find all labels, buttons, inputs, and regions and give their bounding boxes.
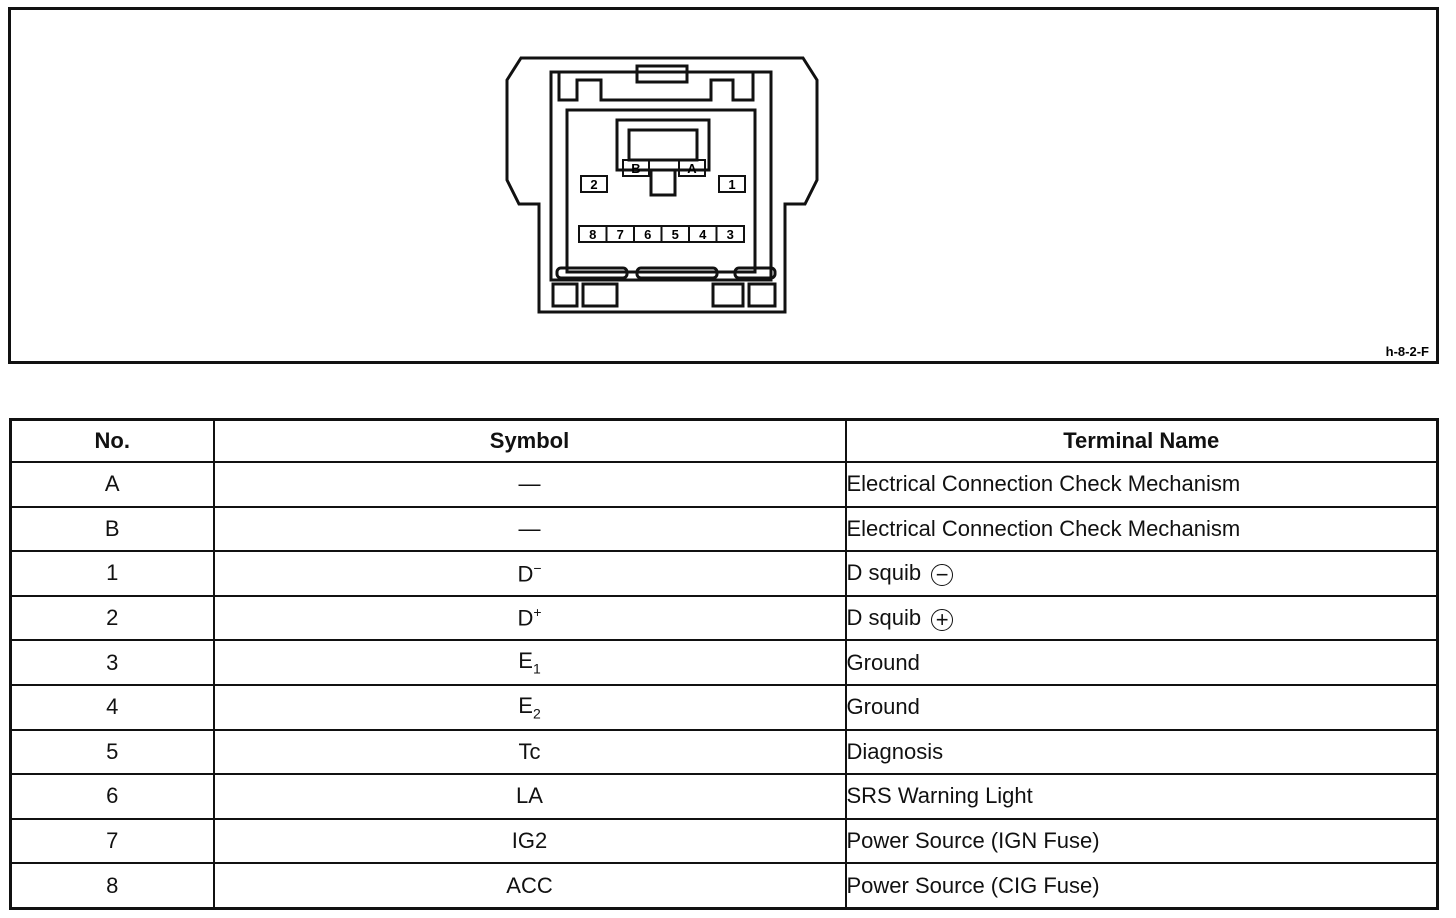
terminal-no-cell: 2 xyxy=(11,596,214,641)
table-row xyxy=(11,685,1438,730)
table-row xyxy=(11,551,1438,596)
symbol-cell xyxy=(214,551,846,596)
terminal-name-cell xyxy=(846,863,1438,908)
pin-label-b: B xyxy=(631,161,641,176)
pin-label-2: 2 xyxy=(590,177,598,192)
symbol-subscript: 2 xyxy=(532,705,541,722)
table-row xyxy=(11,640,1438,685)
terminal-name-cell xyxy=(846,551,1438,596)
pin-label-7: 7 xyxy=(616,227,624,242)
symbol-base: D xyxy=(517,605,534,631)
terminal-no-cell: 3 xyxy=(11,640,214,685)
terminal-name-cell xyxy=(846,685,1438,730)
terminal-table xyxy=(9,418,1439,910)
pin-label-6: 6 xyxy=(644,227,652,242)
table-row xyxy=(11,507,1438,552)
symbol-base: D xyxy=(517,561,534,587)
terminal-name-text: Electrical Connection Check Mechanism xyxy=(846,471,1241,497)
table-row xyxy=(11,596,1438,641)
symbol-cell: — xyxy=(214,462,846,507)
table-row xyxy=(11,819,1438,864)
connector-diagram-panel xyxy=(8,7,1439,364)
symbol-cell: LA xyxy=(214,774,846,819)
terminal-name-cell xyxy=(846,819,1438,864)
terminal-name-cell xyxy=(846,730,1438,775)
table-row xyxy=(11,462,1438,507)
pin-label-8: 8 xyxy=(589,227,597,242)
terminal-name-cell xyxy=(846,640,1438,685)
terminal-name-text: D squib xyxy=(846,605,922,631)
terminal-name-text: Power Source (IGN Fuse) xyxy=(846,828,1100,854)
terminal-name-cell xyxy=(846,462,1438,507)
pin-label-1: 1 xyxy=(728,177,736,192)
symbol-base: E xyxy=(518,648,533,674)
pin-label-a: A xyxy=(687,161,697,176)
table-row xyxy=(11,774,1438,819)
symbol-cell: ACC xyxy=(214,863,846,908)
table-header-row xyxy=(11,420,1438,463)
pin-label-3: 3 xyxy=(726,227,734,242)
pin-label-4: 4 xyxy=(699,227,707,242)
polarity-circle-icon: − xyxy=(931,564,953,586)
terminal-no-cell: A xyxy=(11,462,214,507)
symbol-cell: IG2 xyxy=(214,819,846,864)
terminal-name-text: Ground xyxy=(846,694,920,720)
terminal-no-cell: 8 xyxy=(11,863,214,908)
symbol-superscript: − xyxy=(533,559,542,576)
terminal-name-text: SRS Warning Light xyxy=(846,783,1033,809)
symbol-subscript: 1 xyxy=(532,660,541,677)
terminal-name-cell xyxy=(846,507,1438,552)
terminal-name-text: Electrical Connection Check Mechanism xyxy=(846,515,1241,541)
symbol-cell xyxy=(214,685,846,730)
terminal-no-cell: 5 xyxy=(11,730,214,775)
terminal-name-text: Ground xyxy=(846,649,920,675)
terminal-no-cell: 6 xyxy=(11,774,214,819)
terminal-name-cell xyxy=(846,596,1438,641)
pin-label-5: 5 xyxy=(671,227,679,242)
terminal-name-text: Power Source (CIG Fuse) xyxy=(846,872,1100,898)
symbol-superscript: + xyxy=(533,604,542,621)
polarity-circle-icon: + xyxy=(931,609,953,631)
header-symbol: Symbol xyxy=(214,420,846,463)
symbol-cell: Tc xyxy=(214,730,846,775)
terminal-no-cell: 1 xyxy=(11,551,214,596)
table-row xyxy=(11,730,1438,775)
terminal-no-cell: 4 xyxy=(11,685,214,730)
symbol-cell xyxy=(214,640,846,685)
header-terminal-name: Terminal Name xyxy=(846,420,1438,463)
symbol-cell: — xyxy=(214,507,846,552)
terminal-name-text: D squib xyxy=(846,560,922,586)
header-no: No. xyxy=(11,420,214,463)
terminal-name-text: Diagnosis xyxy=(846,738,944,764)
symbol-cell xyxy=(214,596,846,641)
terminal-no-cell: B xyxy=(11,507,214,552)
connector-diagram xyxy=(11,10,1442,367)
terminal-no-cell: 7 xyxy=(11,819,214,864)
terminal-name-cell xyxy=(846,774,1438,819)
table-row xyxy=(11,863,1438,908)
figure-code: h-8-2-F xyxy=(1385,344,1429,359)
symbol-base: E xyxy=(518,693,533,719)
